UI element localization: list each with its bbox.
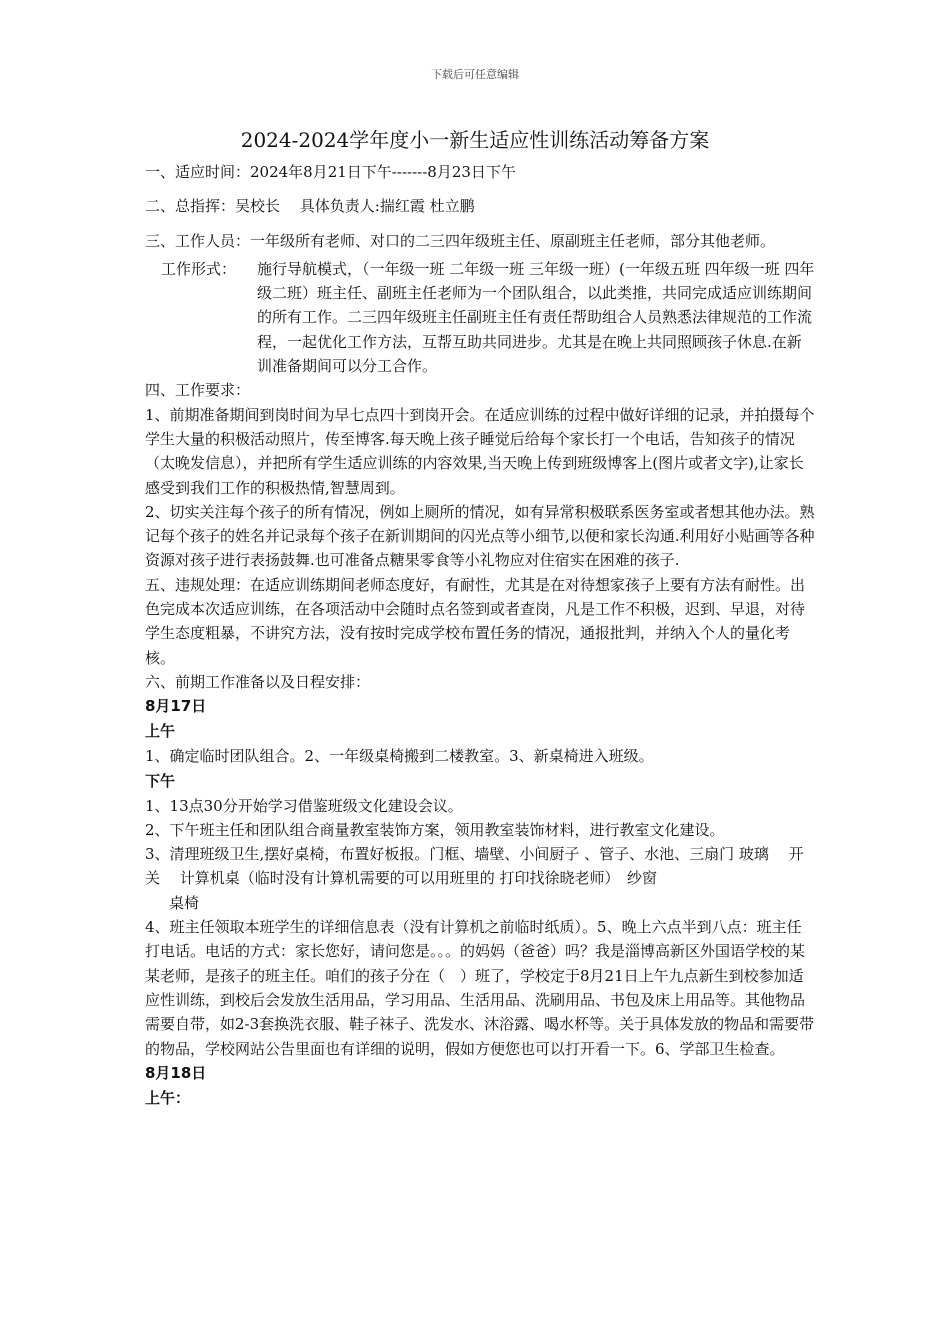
schedule-day-1: 8月17日 — [145, 697, 207, 716]
work-form-label: 工作形式： — [161, 259, 237, 278]
section-staff: 三、工作人员：一年级所有老师、对口的二三四年级班主任、原副班主任老师，部分其他老师。 — [145, 231, 776, 250]
schedule-morning-text: 1、确定临时团队组合。2、一年级桌椅搬到二楼教室。3、新桌椅进入班级。 — [145, 747, 654, 766]
schedule-pm-2: 2、下午班主任和团队组合商量教室装饰方案，领用教室装饰材料，进行教室文化建设。 — [145, 820, 725, 839]
section-time: 一、适应时间：2024年8月21日下午-------8月23日下午 — [145, 163, 516, 181]
section-violation: 五、违规处理：在适应训练期间老师态度好，有耐性，尤其是在对待想家孩子上要有方法有耐性。出色完成本次适应训练，在各项活动中会随时点名签到或者查岗，凡是工作不积极，迟到、早退，对待学生态度粗暴，不讲究方法，没有按时完成学校布置任务的情况，通报批判，并纳入个人的量化考核。 — [145, 575, 806, 667]
requirement-2: 2、切实关注每个孩子的所有情况，例如上厕所的情况，如有异常积极联系医务室或者想其他办法。熟记每个孩子的姓名并记录每个孩子在新训期间的闪光点等小细节,以便和家长沟通.利用好小贴画等各种资源对孩子进行表扬鼓舞.也可准备点糖果零食等小礼物应对住宿实在困难的孩子. — [145, 502, 815, 570]
section-prep-heading: 六、前期工作准备以及日程安排： — [145, 672, 371, 691]
schedule-pm-1: 1、13点30分开始学习借鉴班级文化建设会议。 — [145, 796, 463, 815]
schedule-morning-2-label: 上午： — [145, 1088, 191, 1107]
header-note: 下载后可任意编辑 — [431, 68, 519, 81]
schedule-pm-4: 4、班主任领取本班学生的详细信息表（没有计算机之前临时纸质）。5、晚上六点半到八点：班主任打电话。电话的方式：家长您好，请问您是。。。的妈妈（爸爸）吗？我是淄博高新区外国语学校的某某老师，是孩子的班主任。咱们的孩子分在（ ）班了，学校定于8月21日上午九点新生到校参加适应性训练，到校后会发放生活用品，学习用品、生活用品、洗刷用品、书包及床上用品等。其他物品需要自带，如2-3套换洗衣服、鞋子袜子、洗发水、沐浴露、喝水杯等。关于具体发放的物品和需要带的物品，学校网站公告里面也有详细的说明，假如方便您也可以打开看一下。6、学部卫生检查。 — [145, 918, 815, 1058]
schedule-day-2: 8月18日 — [145, 1063, 207, 1082]
document-title: 2024-2024学年度小一新生适应性训练活动筹备方案 — [240, 128, 710, 152]
requirement-1: 1、前期准备期间到岗时间为早七点四十到岗开会。在适应训练的过程中做好详细的记录，并拍摄每个学生大量的积极活动照片，传至博客.每天晚上孩子睡觉后给每个家长打一个电话，告知孩子的情况（太晚发信息），并把所有学生适应训练的内容效果,当天晚上传到班级博客上(图片或者文字),让家长感受到我们工作的积极热情,智慧周到。 — [145, 405, 815, 497]
document-body — [145, 160, 815, 1111]
section-command: 二、总指挥：吴校长 具体负责人:揣红霞 杜立鹏 — [145, 197, 475, 216]
section-requirements-heading: 四、工作要求： — [145, 381, 251, 400]
schedule-pm-3-continued: 桌椅 — [169, 893, 200, 912]
schedule-morning-label: 上午 — [145, 722, 176, 741]
work-form-text: 施行导航模式，（一年级一班 二年级一班 三年级一班）(一年级五班 四年级一班 四年级二班）班主任、副班主任老师为一个团队组合，以此类推，共同完成适应训练期间的所有工作。二三四年级班主任副班主任有责任帮助组合人员熟悉法律规范的工作流程，一起优化工作方法，互帮互助共同进步。尤其是在晚上共同照顾孩子休息.在新训准备期间可以分工合作。 — [257, 259, 815, 376]
schedule-afternoon-label: 下午 — [145, 771, 176, 790]
schedule-pm-3: 3、清理班级卫生,摆好桌椅，布置好板报。门框、墙壁、小间厨子 、管子、水池、三扇门 玻璃 开关 计算机桌（临时没有计算机需要的可以用班里的 打印找徐晓老师） 纱窗 — [145, 845, 804, 888]
section-work-form — [145, 257, 815, 378]
